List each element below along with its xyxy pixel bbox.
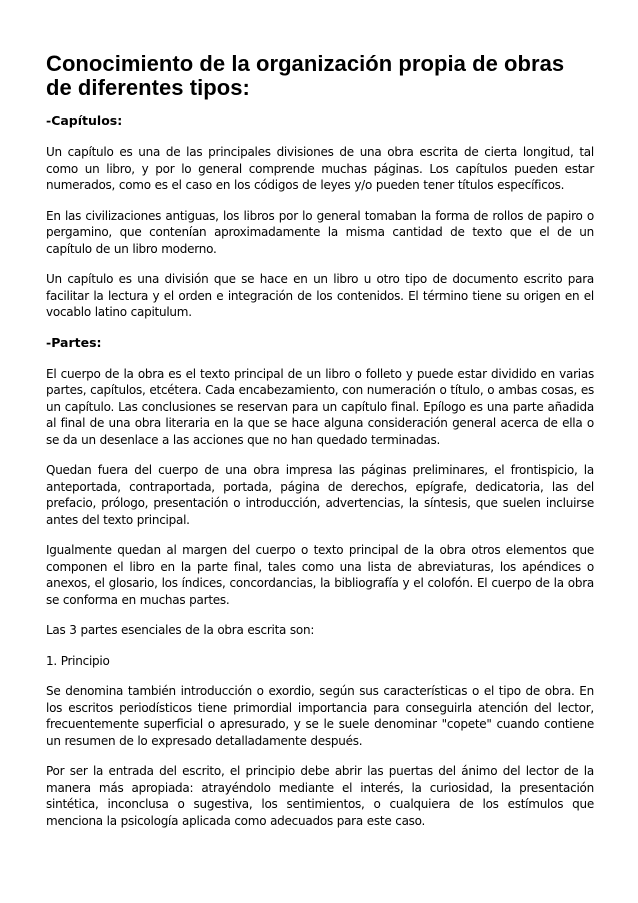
paragraph-capitulo-definicion: Un capítulo es una de las principales divisiones de una obra escrita de cierta longitud, tal como un libro, y por lo general comprende muchas páginas. Los capítulos pueden estar numerados, como es el caso en los códigos de leyes y/o pueden tener títulos específicos. bbox=[46, 145, 594, 192]
heading-partes: -Partes: bbox=[46, 334, 102, 350]
heading-capitulos: -Capítulos: bbox=[46, 113, 123, 128]
paragraph-capitulo-division: Un capítulo es una división que se hace en un libro u otro tipo de documento escrito para facilitar la lectura y el orden e integración de los contenidos. El término tiene su origen en el vocablo latino capitulum. bbox=[46, 272, 594, 319]
paragraph-fuera-del-cuerpo: Quedan fuera del cuerpo de una obra impresa las páginas preliminares, el frontispicio, la anteportada, contraportada, portada, página de derechos, epígrafe, dedicatoria, las del prefacio, prólogo, presentación o introducción, advertencias, la síntesis, que suelen incluirse antes del texto principal. bbox=[46, 463, 594, 527]
paragraph-tres-partes: Las 3 partes esenciales de la obra escrita son: bbox=[46, 623, 315, 637]
paragraph-cuerpo-obra: El cuerpo de la obra es el texto principal de un libro o folleto y puede estar dividido en varias partes, capítulos, etcétera. Cada encabezamiento, con numeración o título, o ambas cosas, es un capítulo. Las conclusiones se reservan para un capítulo final. Epílogo es una parte añadida al final de una obra literaria en la que se hace alguna consideración general acerca de ella o se da un desenlace a las acciones que no han quedado terminadas. bbox=[46, 366, 594, 447]
paragraph-principio-definicion: Se denomina también introducción o exordio, según sus características o el tipo de obra. En los escritos periodísticos tiene primordial importancia para conseguirla atención del lector, frecuentemente superficial o apresurado, y se le suele denominar "copete" cuando contiene un resumen de lo expresado detalladamente después. bbox=[46, 684, 594, 748]
paragraph-entrada-escrito: Por ser la entrada del escrito, el principio debe abrir las puertas del ánimo del lector de la manera más apropiada: atrayéndolo mediante el interés, la curiosidad, la presentación sintética, inconclusa o sugestiva, los sentimientos, o cualquiera de los estímulos que menciona la psicología aplicada como adecuados para este caso. bbox=[46, 764, 594, 828]
paragraph-civilizaciones-antiguas: En las civilizaciones antiguas, los libros por lo general tomaban la forma de rollos de papiro o pergamino, que contenían aproximadamente la misma cantidad de texto que el de un capítulo de un libro moderno. bbox=[46, 208, 594, 256]
document-title: Conocimiento de la organización propia de obras de diferentes tipos: bbox=[46, 51, 565, 100]
paragraph-principio-label: 1. Principio bbox=[46, 653, 110, 668]
paragraph-margen-del-cuerpo: Igualmente quedan al margen del cuerpo o texto principal de la obra otros elementos que componen el libro en la parte final, tales como una lista de abreviaturas, los apéndices o anexos, el glosario, los índices, concordancias, la bibliografía y el colofón. El cuerpo de la obra se conforma en muchas partes. bbox=[46, 543, 594, 607]
